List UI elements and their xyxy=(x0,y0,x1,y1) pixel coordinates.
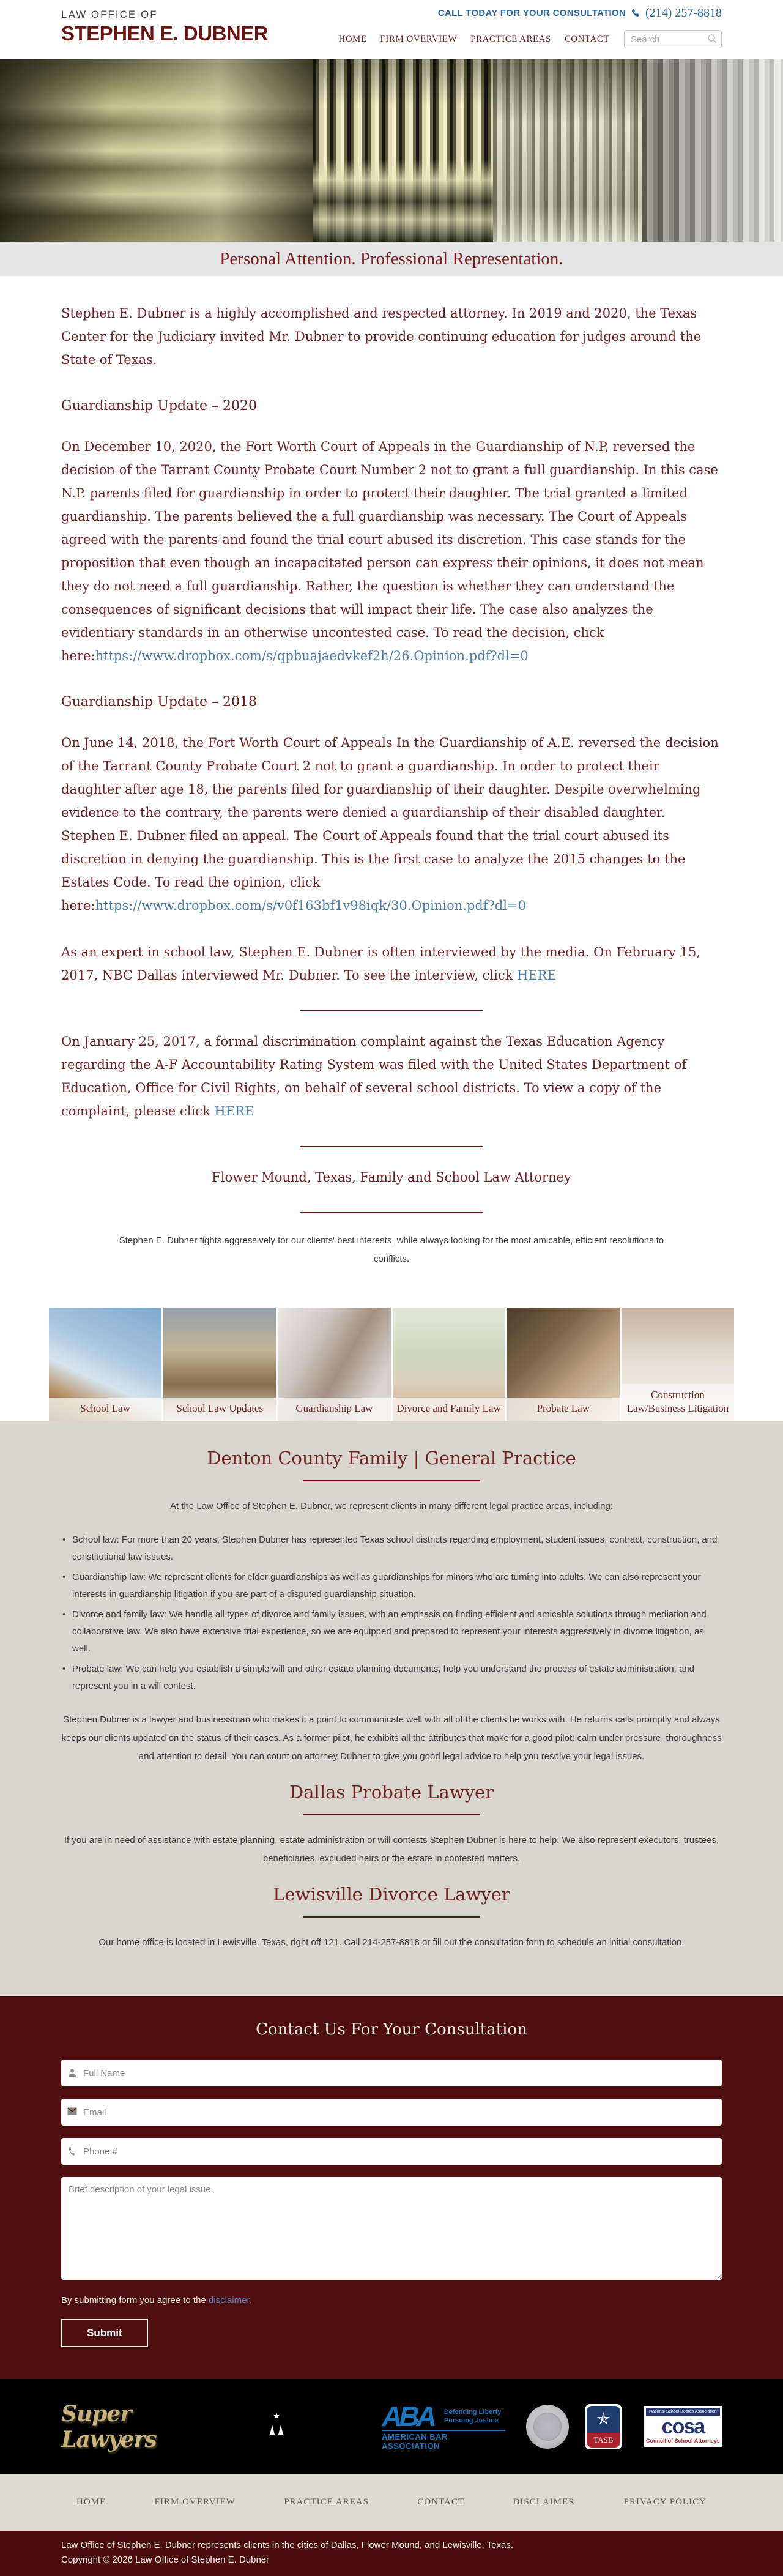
about-attorney-paragraph: Stephen Dubner is a lawyer and businessman who makes it a point to communicate well with all of the clients he works with. He returns calls promptly and always keeps our clients updated on the status of their cases. As a former pilot, he exhibits all the attributes that make for a good pilot: calm under pressure, thoroughness and attention to detail. You can count on attorney Dubner to give you good legal advice to help you resolve your legal issues. xyxy=(61,1714,722,1762)
tile-construction-law[interactable] xyxy=(622,1308,734,1421)
logo-title: STEPHEN E. DUBNER xyxy=(61,22,269,45)
hero-columns-image xyxy=(0,59,783,242)
hero-column-left xyxy=(0,59,313,242)
logo-tagline: LAW OFFICE OF xyxy=(61,9,158,20)
legal-issue-textarea[interactable] xyxy=(61,2177,722,2280)
complaint-here-link[interactable]: HERE xyxy=(214,1104,254,1119)
complaint-paragraph xyxy=(61,1030,722,1123)
tile-label: School Law Updates xyxy=(163,1398,276,1421)
footer-nav xyxy=(76,2497,707,2507)
denton-county-bar-seal xyxy=(526,2405,569,2449)
disclaimer-note xyxy=(61,2295,722,2306)
tile-probate-law[interactable] xyxy=(507,1308,620,1421)
tile-school-law-updates[interactable] xyxy=(163,1308,276,1421)
footer-nav-contact[interactable]: CONTACT xyxy=(417,2497,465,2507)
update-2018-paragraph xyxy=(61,731,722,917)
divider xyxy=(303,1480,480,1481)
footer-nav-band xyxy=(0,2474,783,2531)
footer-bottom xyxy=(0,2531,783,2576)
nav-home[interactable]: HOME xyxy=(338,34,367,44)
tagline-band xyxy=(0,242,783,276)
footer-nav-practice-areas[interactable]: PRACTICE AREAS xyxy=(284,2497,369,2507)
cosa-association-label: National School Boards Association xyxy=(646,2408,720,2416)
mission-statement: Stephen E. Dubner fights aggressively for our clients' best interests, while always looking for the most amicable, efficient resolutions to conflicts. xyxy=(119,1235,664,1264)
area-subtitle: Flower Mound, Texas, Family and School Law Attorney xyxy=(212,1170,571,1185)
submit-button[interactable]: Submit xyxy=(61,2319,148,2347)
tasb-star-icon: ✯ xyxy=(587,2406,620,2433)
person-icon xyxy=(67,2068,77,2081)
email-input[interactable] xyxy=(61,2099,722,2126)
seal-emblem xyxy=(533,2413,562,2441)
aba-title: AMERICAN BAR ASSOCIATION xyxy=(382,2430,505,2451)
dallas-probate-heading: Dallas Probate Lawyer xyxy=(289,1782,494,1803)
cosa-mark: cosa xyxy=(661,2415,705,2438)
intro-paragraph: Stephen E. Dubner is a highly accomplished and respected attorney. In 2019 and 2020, the Texas Center for the Judiciary invited Mr. Dubner to provide continuing education for judges around the State of Texas. xyxy=(61,306,702,367)
tasb-label: TASB xyxy=(587,2433,620,2448)
site-logo[interactable] xyxy=(61,0,268,59)
affiliations-band xyxy=(0,2379,783,2474)
site-footer xyxy=(0,2474,783,2576)
aba-mark: ABA xyxy=(382,2400,434,2432)
footer-nav-firm-overview[interactable]: FIRM OVERVIEW xyxy=(154,2497,236,2507)
tile-label: Construction Law/Business Litigation xyxy=(622,1384,734,1421)
phone-handset-icon xyxy=(67,2146,76,2159)
bullet-guardianship-law: • Guardianship law: We represent clients for elder guardianships as well as guardianships for minors who are turning into adults. We can also represent your interests in guardianship litigation if you are part of a disputed guardianship situation. xyxy=(61,1569,722,1603)
cosa-council-label: Council of School Attorneys xyxy=(646,2438,720,2444)
bullet-school-law: • School law: For more than 20 years, Stephen Dubner has represented Texas school districts regarding employment, student issues, contract, construction, and constitutional law issues. xyxy=(61,1532,722,1566)
search-icon[interactable] xyxy=(707,34,718,47)
tile-guardianship-law[interactable] xyxy=(278,1308,390,1421)
practice-heading: Denton County Family | General Practice xyxy=(207,1448,576,1469)
hero-column-middle xyxy=(313,59,493,242)
divorce-paragraph: Our home office is located in Lewisville, Texas, right off 121. Call 214-257-8818 or fill out the consultation form to schedule an initial consultation. xyxy=(98,1937,685,1948)
tile-school-law[interactable] xyxy=(49,1308,161,1421)
tile-divorce-family-law[interactable] xyxy=(393,1308,505,1421)
update-2020-text: On December 10, 2020, the Fort Worth Court of Appeals in the Guardianship of N.P, reversed the decision of the Tarrant County Probate Court Number 2 not to grant a full guardianship. In this case N.P. parents filed for guardianship in order to protect their daughter. The trial granted a limited guardianship. The parents believed the a full guardianship was necessary. The Court of Appeals agreed with the parents and found the trial court abused its discretion. This case stands for the proposition that even though an incapacitated person can express their opinions, it does not mean they do not need a full guardianship. Rather, the question is whether they can understand the consequences of significant decisions that will impact their life. The case also analyzes the evidentiary standards in an otherwise uncontested case. To read the decision, click here: xyxy=(61,439,718,663)
aba-tagline-2: Pursuing Justice xyxy=(443,2416,499,2424)
practice-tiles xyxy=(49,1308,734,1421)
footer-nav-disclaimer[interactable]: DISCLAIMER xyxy=(513,2497,576,2507)
aba-tagline-1: Defending Liberty xyxy=(443,2408,502,2416)
tile-label: Probate Law xyxy=(507,1398,620,1421)
tile-label: Guardianship Law xyxy=(278,1398,390,1421)
complaint-text: On January 25, 2017, a formal discrimination complaint against the Texas Education Agency regarding the A-F Accountability Rating System was filed with the United States Department of Education, Office for Civil Rights, on behalf of several school districts. To view a copy of the complaint, please click xyxy=(61,1034,687,1119)
full-name-input[interactable] xyxy=(61,2060,722,2086)
nav-contact[interactable]: CONTACT xyxy=(564,34,609,44)
phone-number[interactable]: (214) 257-8818 xyxy=(645,6,722,20)
practice-section xyxy=(0,1421,783,1996)
update-2020-opinion-link[interactable]: https://www.dropbox.com/s/qpbuajaedvkef2h/26.Opinion.pdf?dl=0 xyxy=(95,649,529,663)
divider xyxy=(300,1212,483,1213)
footer-copyright-line: Copyright © 2026 Law Office of Stephen E. Dubner xyxy=(61,2555,270,2565)
envelope-icon xyxy=(67,2107,77,2118)
hero-column-far xyxy=(642,59,783,242)
contact-section xyxy=(0,1996,783,2379)
nav-firm-overview[interactable]: FIRM OVERVIEW xyxy=(380,34,458,44)
hero-column-right xyxy=(493,59,642,242)
disclaimer-text: By submitting form you agree to the xyxy=(61,2295,209,2306)
divider xyxy=(300,1146,483,1147)
update-2020-heading: Guardianship Update – 2020 xyxy=(61,398,258,414)
practice-intro: At the Law Office of Stephen E. Dubner, we represent clients in many different legal practice areas, including: xyxy=(169,1501,614,1511)
practice-bullet-list xyxy=(61,1532,722,1695)
call-today-text: CALL TODAY FOR YOUR CONSULTATION xyxy=(437,8,626,18)
bullet-probate-law: • Probate law: We can help you establish a simple will and other estate planning documents, help you understand the process of estate administration, and represent you in a will contest. xyxy=(61,1661,722,1695)
update-2018-heading: Guardianship Update – 2018 xyxy=(61,694,258,710)
bullet-divorce-family-law: • Divorce and family law: We handle all types of divorce and family issues, with an emphasis on finding efficient and amicable solutions through mediation and collaborative law. We also have extensive trial experience, so we are equipped and prepared to represent your interests aggressively in divorce litigation, as well. xyxy=(61,1606,722,1658)
divider xyxy=(303,1916,480,1918)
lewisville-divorce-heading: Lewisville Divorce Lawyer xyxy=(273,1884,510,1905)
probate-paragraph: If you are in need of assistance with estate planning, estate administration or will contests Stephen Dubner is here to help. We also represent executors, trustees, beneficiaries, excluded heirs or the estate in contested matters. xyxy=(64,1835,719,1864)
phone-icon xyxy=(631,9,640,18)
tile-label: School Law xyxy=(49,1398,161,1421)
footer-nav-privacy-policy[interactable]: PRIVACY POLICY xyxy=(623,2497,707,2507)
article-section xyxy=(0,276,783,1308)
aba-logo xyxy=(382,2400,505,2451)
disclaimer-link[interactable]: disclaimer. xyxy=(208,2295,252,2306)
footer-nav-home[interactable]: HOME xyxy=(76,2497,106,2507)
interview-here-link[interactable]: HERE xyxy=(517,968,557,983)
media-paragraph xyxy=(61,940,722,987)
main-nav xyxy=(338,34,609,45)
site-tagline: Personal Attention. Professional Representation. xyxy=(220,248,563,269)
divider xyxy=(300,1010,483,1011)
tile-label: Divorce and Family Law xyxy=(393,1398,505,1421)
footer-cities-line: Law Office of Stephen E. Dubner represents clients in the cities of Dallas, Flower Mound, and Lewisville, Texas. xyxy=(61,2540,513,2550)
update-2020-paragraph xyxy=(61,435,722,668)
nav-practice-areas[interactable]: PRACTICE AREAS xyxy=(470,34,551,44)
tasb-logo xyxy=(585,2404,622,2449)
cosa-logo xyxy=(644,2406,722,2447)
contact-heading: Contact Us For Your Consultation xyxy=(256,2020,527,2039)
media-text: As an expert in school law, Stephen E. Dubner is often interviewed by the media. On February 15, 2017, NBC Dallas interviewed Mr. Dubner. To see the interview, click xyxy=(61,945,700,983)
site-header xyxy=(0,0,783,59)
update-2018-opinion-link[interactable]: https://www.dropbox.com/s/v0f163bf1v98iqk/30.Opinion.pdf?dl=0 xyxy=(95,898,526,913)
update-2018-text: On June 14, 2018, the Fort Worth Court of Appeals In the Guardianship of A.E. reversed the decision of the Tarrant County Probate Court 2 not to grant a guardianship. In order to protect their daughter after age 18, the parents filed for guardianship of their daughter. Despite overwhelming evidence to the contrary, the parents were denied a guardianship of their disabled daughter. Stephen E. Dubner filed an appeal. The Court of Appeals found that the trial court abused its discretion in denying the guardianship. This is the first case to analyze the 2015 changes to the Estates Code. To read the opinion, click here: xyxy=(61,735,719,913)
super-lawyers-logo: Super Lawyers xyxy=(61,2400,157,2452)
divider xyxy=(303,1814,480,1815)
scales-of-justice-icon xyxy=(266,2411,287,2441)
phone-input[interactable] xyxy=(61,2138,722,2165)
